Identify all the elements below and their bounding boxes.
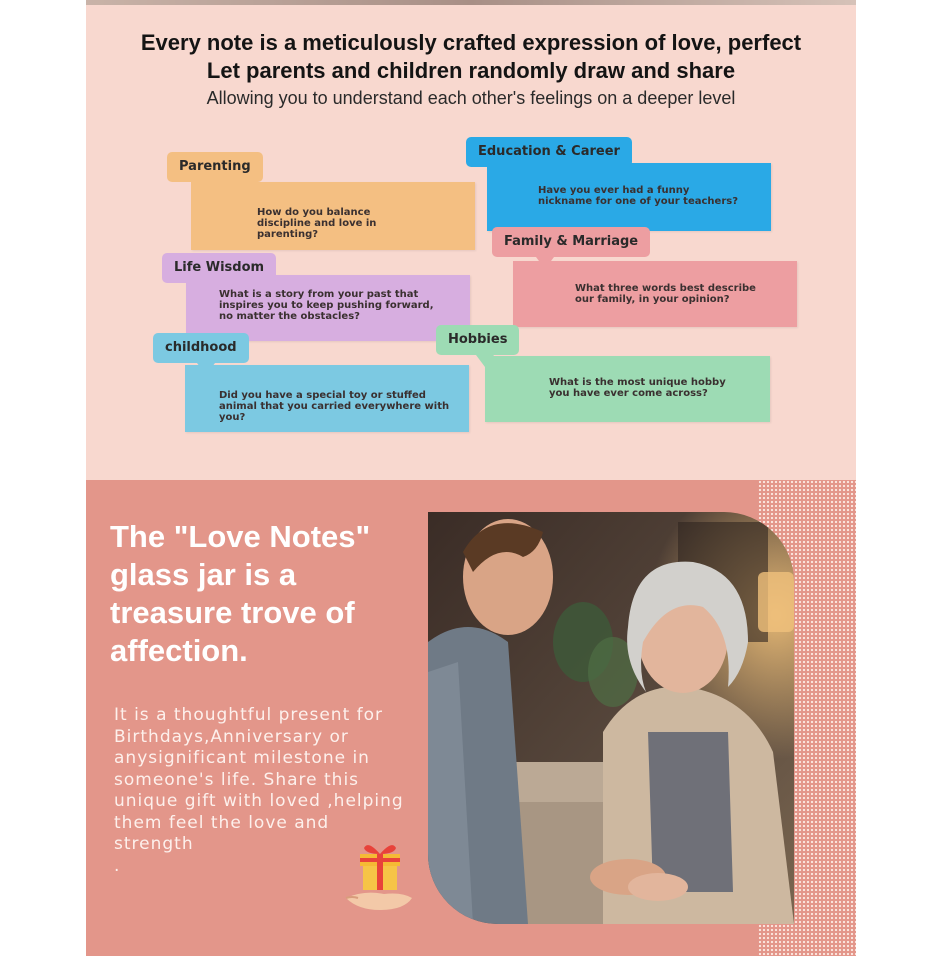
card-education-career: [487, 163, 771, 231]
conversation-cards-section: [86, 5, 856, 480]
promo-section: [86, 480, 856, 956]
card-life-wisdom: [186, 275, 470, 341]
tag-life-wisdom: Life Wisdom: [162, 253, 276, 283]
card-childhood: [185, 365, 469, 432]
card-question: What is the most unique hobby you have ever come across?: [549, 377, 726, 399]
headline-line-2: Let parents and children randomly draw and share: [206, 58, 736, 83]
headline-line-1: Every note is a meticulously crafted expression of love, perfect: [140, 30, 802, 55]
card-parenting: [191, 182, 475, 250]
promo-body-trailing: .: [114, 855, 121, 876]
card-question: Have you ever had a funny nickname for one of your teachers?: [538, 185, 739, 207]
promo-title: The "Love Notes" glass jar is a treasure trove of affection.: [110, 519, 371, 668]
tag-family-marriage: Family & Marriage: [492, 227, 650, 257]
card-question: What three words best describe our family, in your opinion?: [575, 283, 756, 305]
son-and-mother-photo: [428, 512, 794, 924]
tag-hobbies: Hobbies: [436, 325, 519, 355]
promo-body: It is a thoughtful present for Birthdays,Anniversary or anysignificant milestone in someone's life. Share this unique gift with loved ,helping them feel the love and strength: [114, 705, 404, 854]
card-question: What is a story from your past that inspires you to keep pushing forward, no matter the obstacles?: [219, 289, 434, 322]
tag-parenting: Parenting: [167, 152, 263, 182]
card-question: How do you balance discipline and love in parenting?: [257, 207, 377, 240]
card-question: Did you have a special toy or stuffed animal that you carried everywhere with you?: [219, 390, 450, 423]
subheadline: Allowing you to understand each other's feelings on a deeper level: [206, 88, 736, 108]
card-hobbies: [485, 356, 770, 422]
gift-in-hand-icon: [344, 836, 416, 916]
card-family-marriage: [513, 261, 797, 327]
tag-childhood: childhood: [153, 333, 249, 363]
tag-education-career: Education & Career: [466, 137, 632, 167]
